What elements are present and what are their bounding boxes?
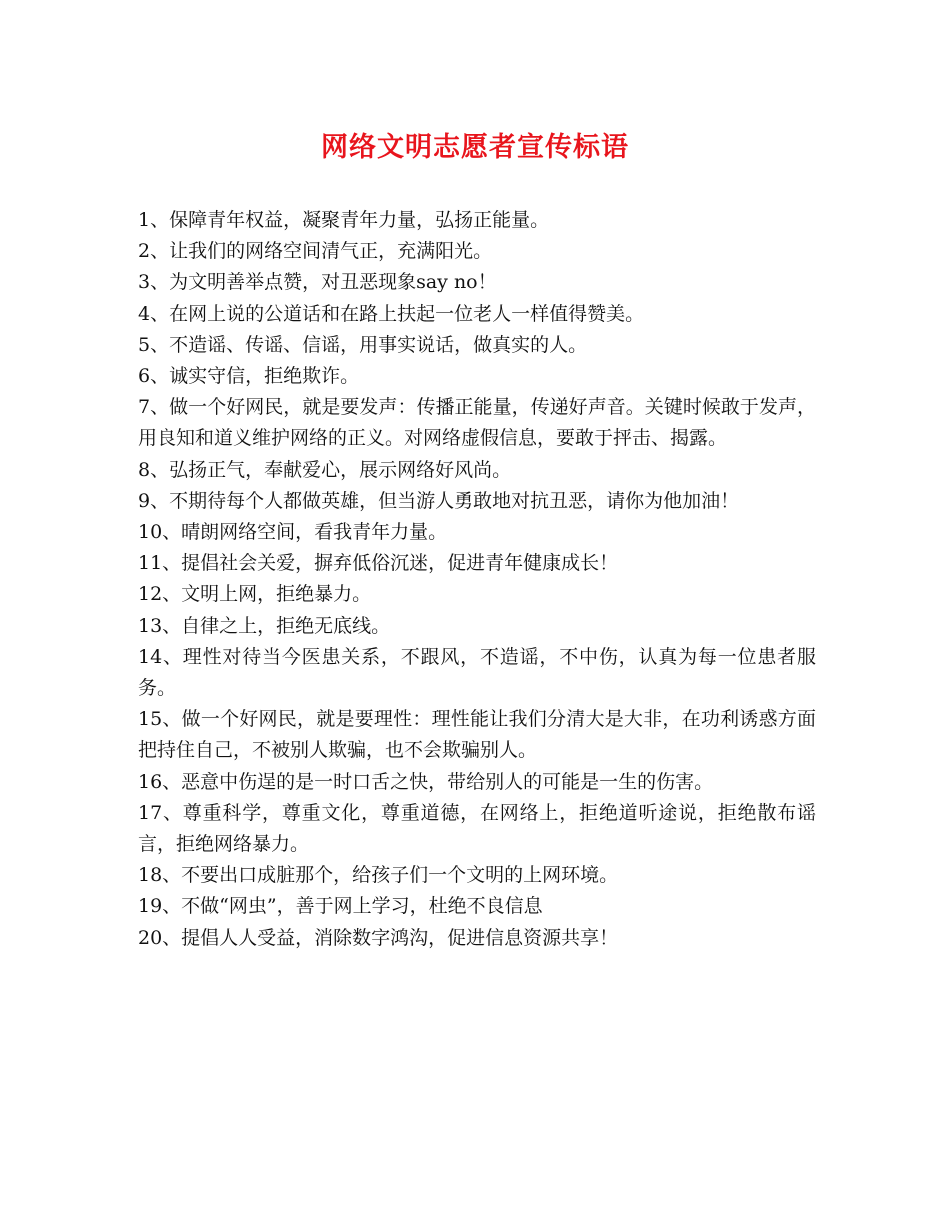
list-item: 10、晴朗网络空间，看我青年力量。 bbox=[138, 521, 448, 544]
page-title: 网络文明志愿者宣传标语 bbox=[321, 132, 629, 163]
list-item: 8、弘扬正气，奉献爱心，展示网络好风尚。 bbox=[138, 458, 512, 481]
list-item: 12、文明上网，拒绝暴力。 bbox=[138, 583, 372, 606]
list-item: 9、不期待每个人都做英雄，但当游人勇敢地对抗丑恶，请你为他加油！ bbox=[138, 489, 740, 512]
list-item: 5、不造谣、传谣、信谣，用事实说话，做真实的人。 bbox=[138, 333, 588, 356]
list-item: 2、让我们的网络空间清气正，充满阳光。 bbox=[138, 240, 493, 263]
list-item: 11、提倡社会关爱，摒弃低俗沉迷，促进青年健康成长！ bbox=[138, 552, 619, 575]
list-item: 18、不要出口成脏那个，给孩子们一个文明的上网环境。 bbox=[138, 864, 619, 887]
list-item: 6、诚实守信，拒绝欺诈。 bbox=[138, 365, 360, 388]
list-item: 17、尊重科学，尊重文化，尊重道德，在网络上，拒绝道听途说，拒绝散布谣言，拒绝网络暴力。 bbox=[138, 801, 816, 856]
slogan-list bbox=[138, 205, 816, 954]
list-item: 15、做一个好网民，就是要理性：理性能让我们分清大是大非，在功利诱惑方面把持住自己，不被别人欺骗，也不会欺骗别人。 bbox=[138, 708, 816, 762]
list-item: 3、为文明善举点赞，对丑恶现象say no！ bbox=[138, 271, 497, 294]
list-item: 14、理性对待当今医患关系，不跟风，不造谣，不中伤，认真为每一位患者服务。 bbox=[138, 645, 816, 700]
list-item: 20、提倡人人受益，消除数字鸿沟，促进信息资源共享！ bbox=[138, 926, 619, 949]
list-item: 4、在网上说的公道话和在路上扶起一位老人一样值得赞美。 bbox=[138, 302, 645, 325]
list-item: 19、不做“网虫”，善于网上学习，杜绝不良信息 bbox=[138, 895, 543, 918]
list-item: 13、自律之上，拒绝无底线。 bbox=[138, 614, 391, 637]
list-item: 16、恶意中伤逞的是一时口舌之快，带给别人的可能是一生的伤害。 bbox=[138, 770, 714, 793]
list-item: 7、做一个好网民，就是要发声：传播正能量，传递好声音。关键时候敢于发声，用良知和道义维护网络的正义。对网络虚假信息，要敢于抨击、揭露。 bbox=[138, 396, 816, 450]
list-item: 1、保障青年权益，凝聚青年力量，弘扬正能量。 bbox=[138, 209, 550, 231]
